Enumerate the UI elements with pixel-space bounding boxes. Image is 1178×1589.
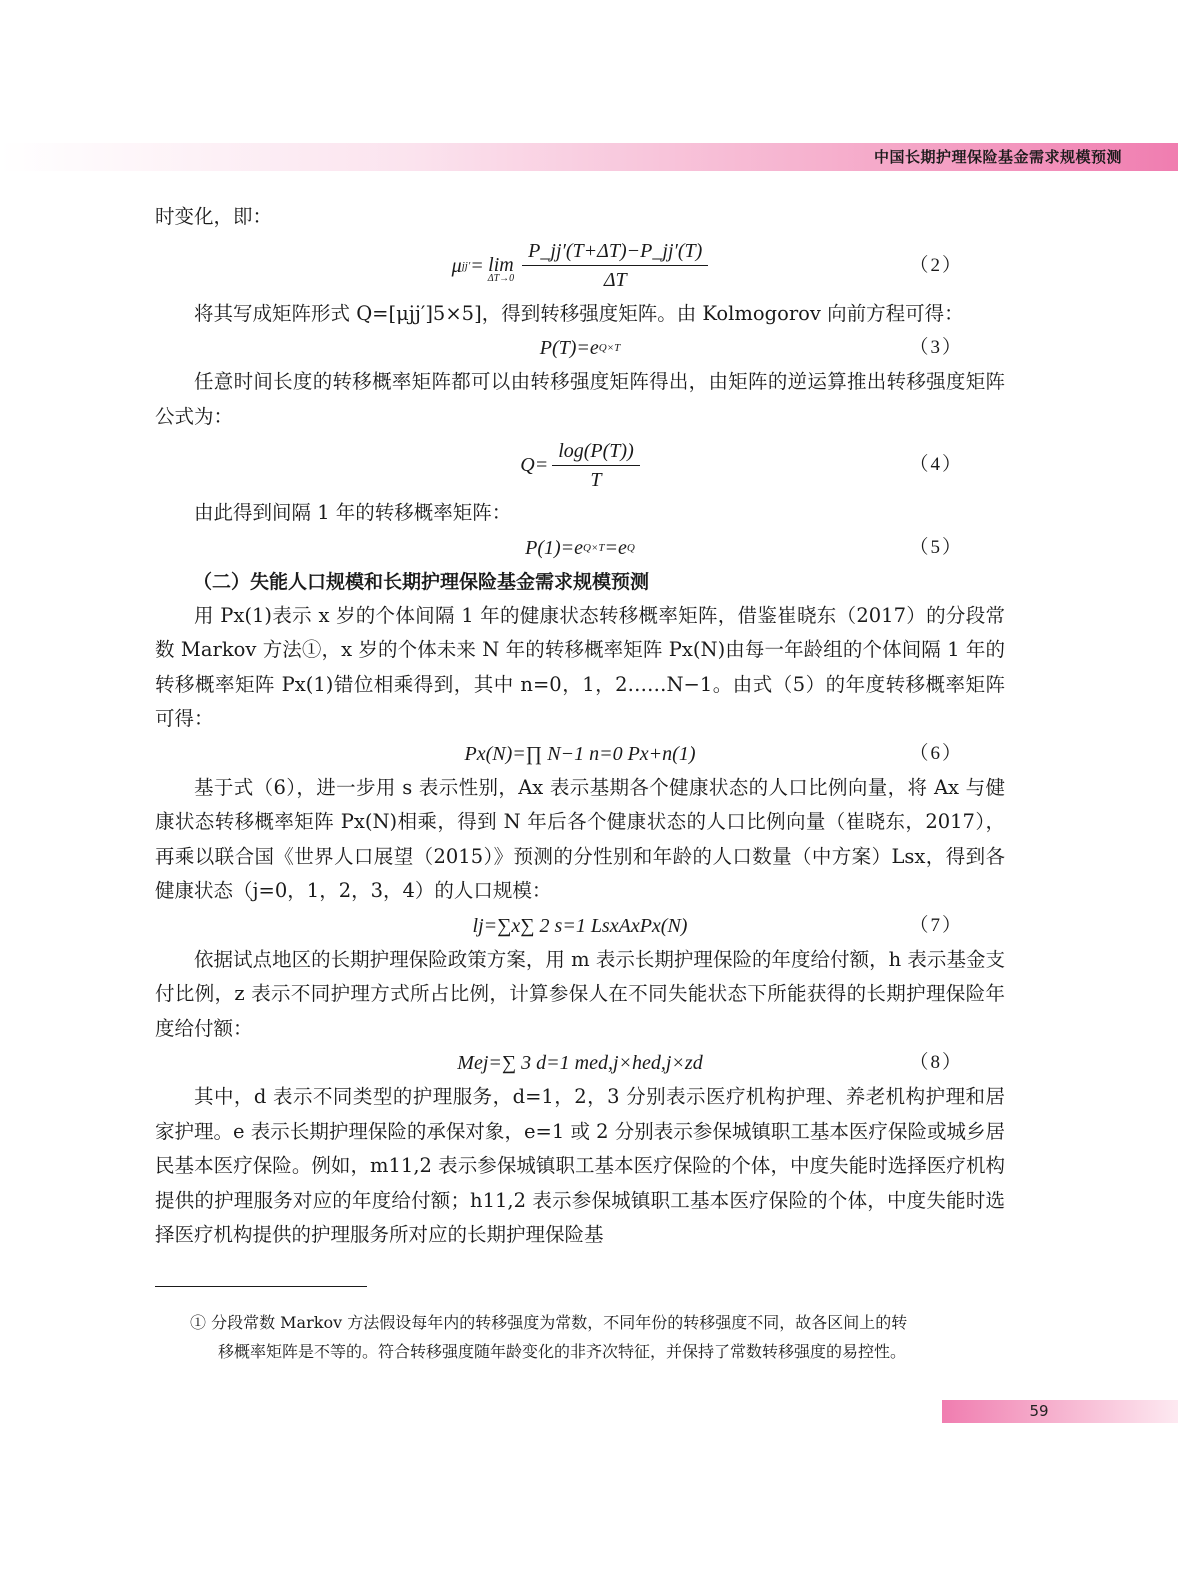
equation-body [155,331,1005,365]
equation-body [155,235,1005,297]
limit [487,253,515,284]
paragraph: 其中，d 表示不同类型的护理服务，d=1，2，3 分别表示医疗机构护理、养老机构护理和居家护理。e 表示长期护理保险的承保对象，e=1 或 2 分别表示参保城镇职工基本医疗保险或城乡居民基本医疗保险。例如，m11,2 表示参保城镇职工基本医疗保险的个体，中度失能时选择医疗机构提供的护理服务对应的年度给付额；h11,2 表示参保城镇职工基本医疗保险的个体，中度失能时选择医疗机构提供的护理服务所对应的长期护理保险基 [155,1085,1005,1246]
equation-exponent: Q×T [598,342,621,354]
equation-body [155,531,1005,565]
paragraph: 时变化，即： [155,205,273,228]
footnote [190,1308,996,1366]
equation-number: （6） [909,742,963,764]
equation-number: （8） [909,1052,963,1073]
paragraph: 将其写成矩阵形式 Q=[μjj′]5×5]，得到转移强度矩阵。由 Kolmogorov 向前方程可得： [194,301,964,325]
denominator: T [590,468,602,491]
equation-exponent: Q [626,541,635,554]
mu-symbol: μ [451,254,462,277]
paragraph: 由此得到间隔 1 年的转移概率矩阵： [194,501,512,524]
equation-body [155,434,1005,496]
equation-lhs: Q= [520,454,549,476]
section-heading: （二）失能人口规模和长期护理保险基金需求规模预测 [193,570,650,593]
footnote-rule [155,1286,367,1287]
numerator: P_jj′(T+ΔT)−P_jj′(T) [522,239,708,266]
equation-number: （5） [909,536,963,558]
equation-5 [155,531,1005,565]
denominator: ΔT [603,269,627,291]
numerator: log(P(T)) [552,439,640,466]
limit-label: lim [488,253,514,276]
footnote-line: 移概率矩阵是不等的。符合转移强度随年龄变化的非齐次特征，并保持了常数转移强度的易控性。 [218,1342,907,1361]
equation-number: （2） [909,254,963,276]
equation-body: Px(N)=∏ N−1 n=0 Px+n(1) [464,742,696,765]
page-number: 59 [1029,1402,1049,1420]
equation-middle: =e [604,536,627,559]
equation-8 [155,1046,1005,1080]
paragraph: 任意时间长度的转移概率矩阵都可以由转移强度矩阵得出，由矩阵的逆运算推出转移强度矩阵公式为： [155,370,1005,428]
equation-number: （4） [909,454,963,475]
equals-sign: = [470,254,484,277]
paragraph: 基于式（6），进一步用 s 表示性别，Ax 表示基期各个健康状态的人口比例向量，将 Ax 与健康状态转移概率矩阵 Px(N)相乘，得到 N 年后各个健康状态的人口比例向量（崔晓东，2017），再乘以联合国《世界人口展望（2015）》预测的分性别和年龄的人口数量（中方案）Lsx，得到各健康状态（j=0，1，2，3，4）的人口规模： [155,775,1005,902]
equation-body: Mej=∑ 3 d=1 med,j×hed,j×zd [457,1052,703,1074]
footnote-line: ① 分段常数 Markov 方法假设每年内的转移强度为常数，不同年份的转移强度不同，故各区间上的转 [190,1313,908,1332]
equation-number: （3） [909,337,963,358]
main-content [155,200,1005,1253]
equation-6 [155,737,1005,771]
fraction [522,239,708,292]
fraction [552,439,640,492]
equation-lhs: P(T)=e [539,337,599,359]
equation-exponent: Q×T [583,541,605,554]
equation-3 [155,331,1005,365]
mu-subscript: jj′ [461,259,471,272]
paragraph: 用 Px(1)表示 x 岁的个体间隔 1 年的健康状态转移概率矩阵，借鉴崔晓东（2017）的分段常数 Markov 方法①，x 岁的个体未来 N 年的转移概率矩阵 Px(N)由每一年龄组的个体间隔 1 年的转移概率矩阵 Px(1)错位相乘得到，其中 n=0，1，2……N−1。由式（5）的年度转移概率矩阵可得： [155,603,1005,730]
equation-4 [155,434,1005,496]
limit-subscript: ΔT→0 [487,272,515,284]
paragraph: 依据试点地区的长期护理保险政策方案，用 m 表示长期护理保险的年度给付额，h 表示基金支付比例，z 表示不同护理方式所占比例，计算参保人在不同失能状态下所能获得的长期护理保险年度给付额： [155,947,1005,1040]
running-title: 中国长期护理保险基金需求规模预测 [873,148,1122,166]
equation-2 [155,235,1005,297]
equation-7 [155,909,1005,943]
equation-lhs: P(1)=e [525,536,584,559]
equation-number: （7） [909,914,963,936]
equation-body: lj=∑x∑ 2 s=1 LsxAxPx(N) [472,914,688,937]
